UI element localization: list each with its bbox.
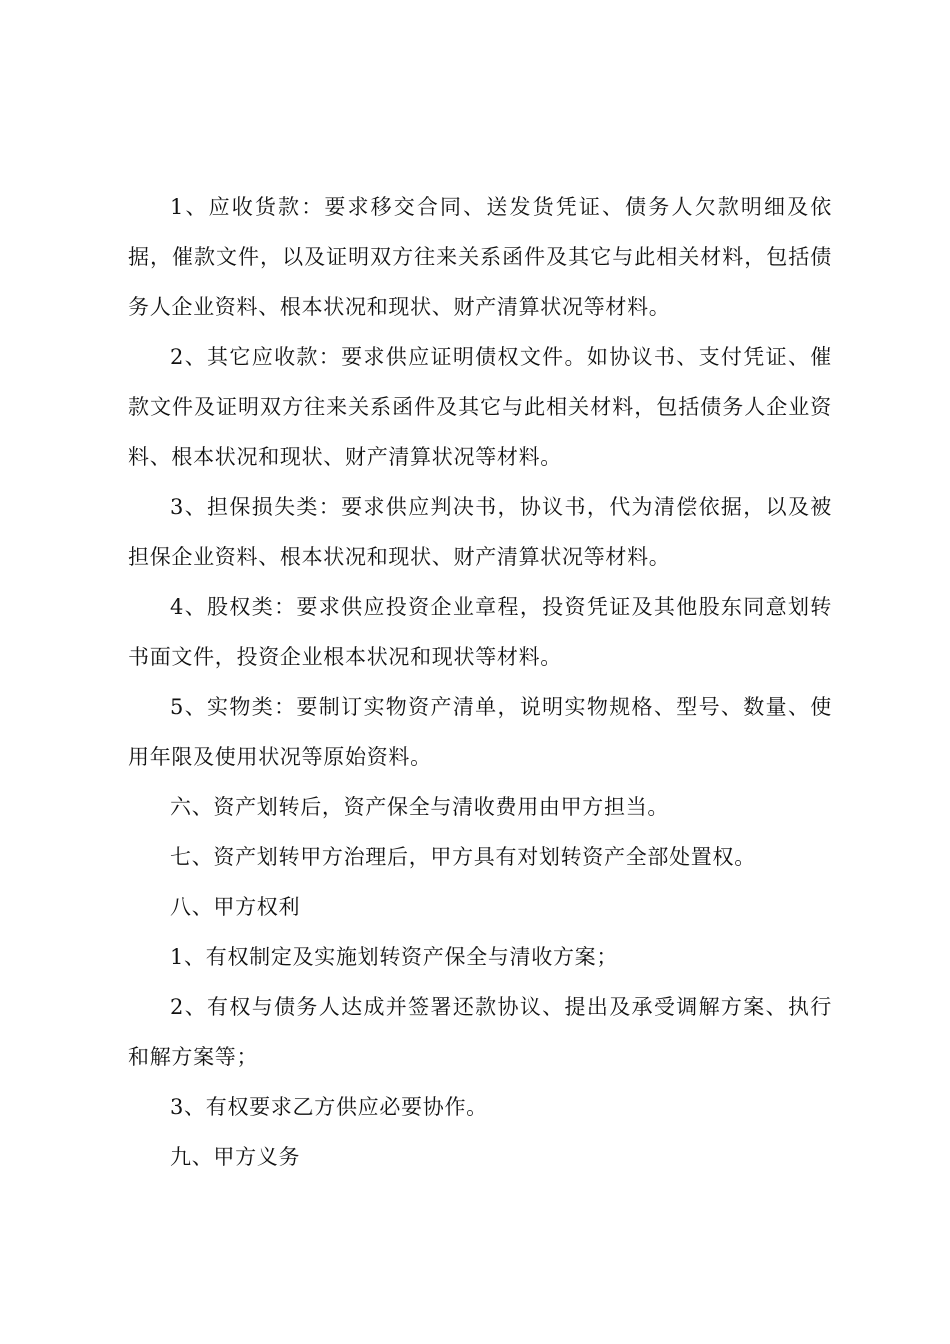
heading-section-eight: 八、甲方权利 [170,895,301,919]
paragraph-equity: 4、股权类：要求供应投资企业章程，投资凭证及其他股东同意划转书面文件，投资企业根本状况和现状等材料。 [128,595,832,669]
paragraph-right-2: 2、有权与债务人达成并签署还款协议、提出及承受调解方案、执行和解方案等； [128,995,832,1069]
paragraph-section-seven: 七、资产划转甲方治理后，甲方具有对划转资产全部处置权。 [170,845,756,869]
document-body [128,182,832,1182]
paragraph-physical-assets: 5、实物类：要制订实物资产清单，说明实物规格、型号、数量、使用年限及使用状况等原始资料。 [128,695,832,769]
paragraph-other-receivables: 2、其它应收款：要求供应证明债权文件。如协议书、支付凭证、催款文件及证明双方往来关系函件及其它与此相关材料，包括债务人企业资料、根本状况和现状、财产清算状况等材料。 [128,345,832,469]
heading-section-nine: 九、甲方义务 [170,1145,301,1169]
paragraph-receivables: 1、应收货款：要求移交合同、送发货凭证、债务人欠款明细及依据，催款文件，以及证明双方往来关系函件及其它与此相关材料，包括债务人企业资料、根本状况和现状、财产清算状况等材料。 [128,195,832,319]
paragraph-guarantee-loss: 3、担保损失类：要求供应判决书，协议书，代为清偿依据，以及被担保企业资料、根本状况和现状、财产清算状况等材料。 [128,495,832,569]
paragraph-right-1: 1、有权制定及实施划转资产保全与清收方案； [170,945,619,969]
paragraph-section-six: 六、资产划转后，资产保全与清收费用由甲方担当。 [170,795,670,819]
paragraph-right-3: 3、有权要求乙方供应必要协作。 [170,1095,488,1119]
